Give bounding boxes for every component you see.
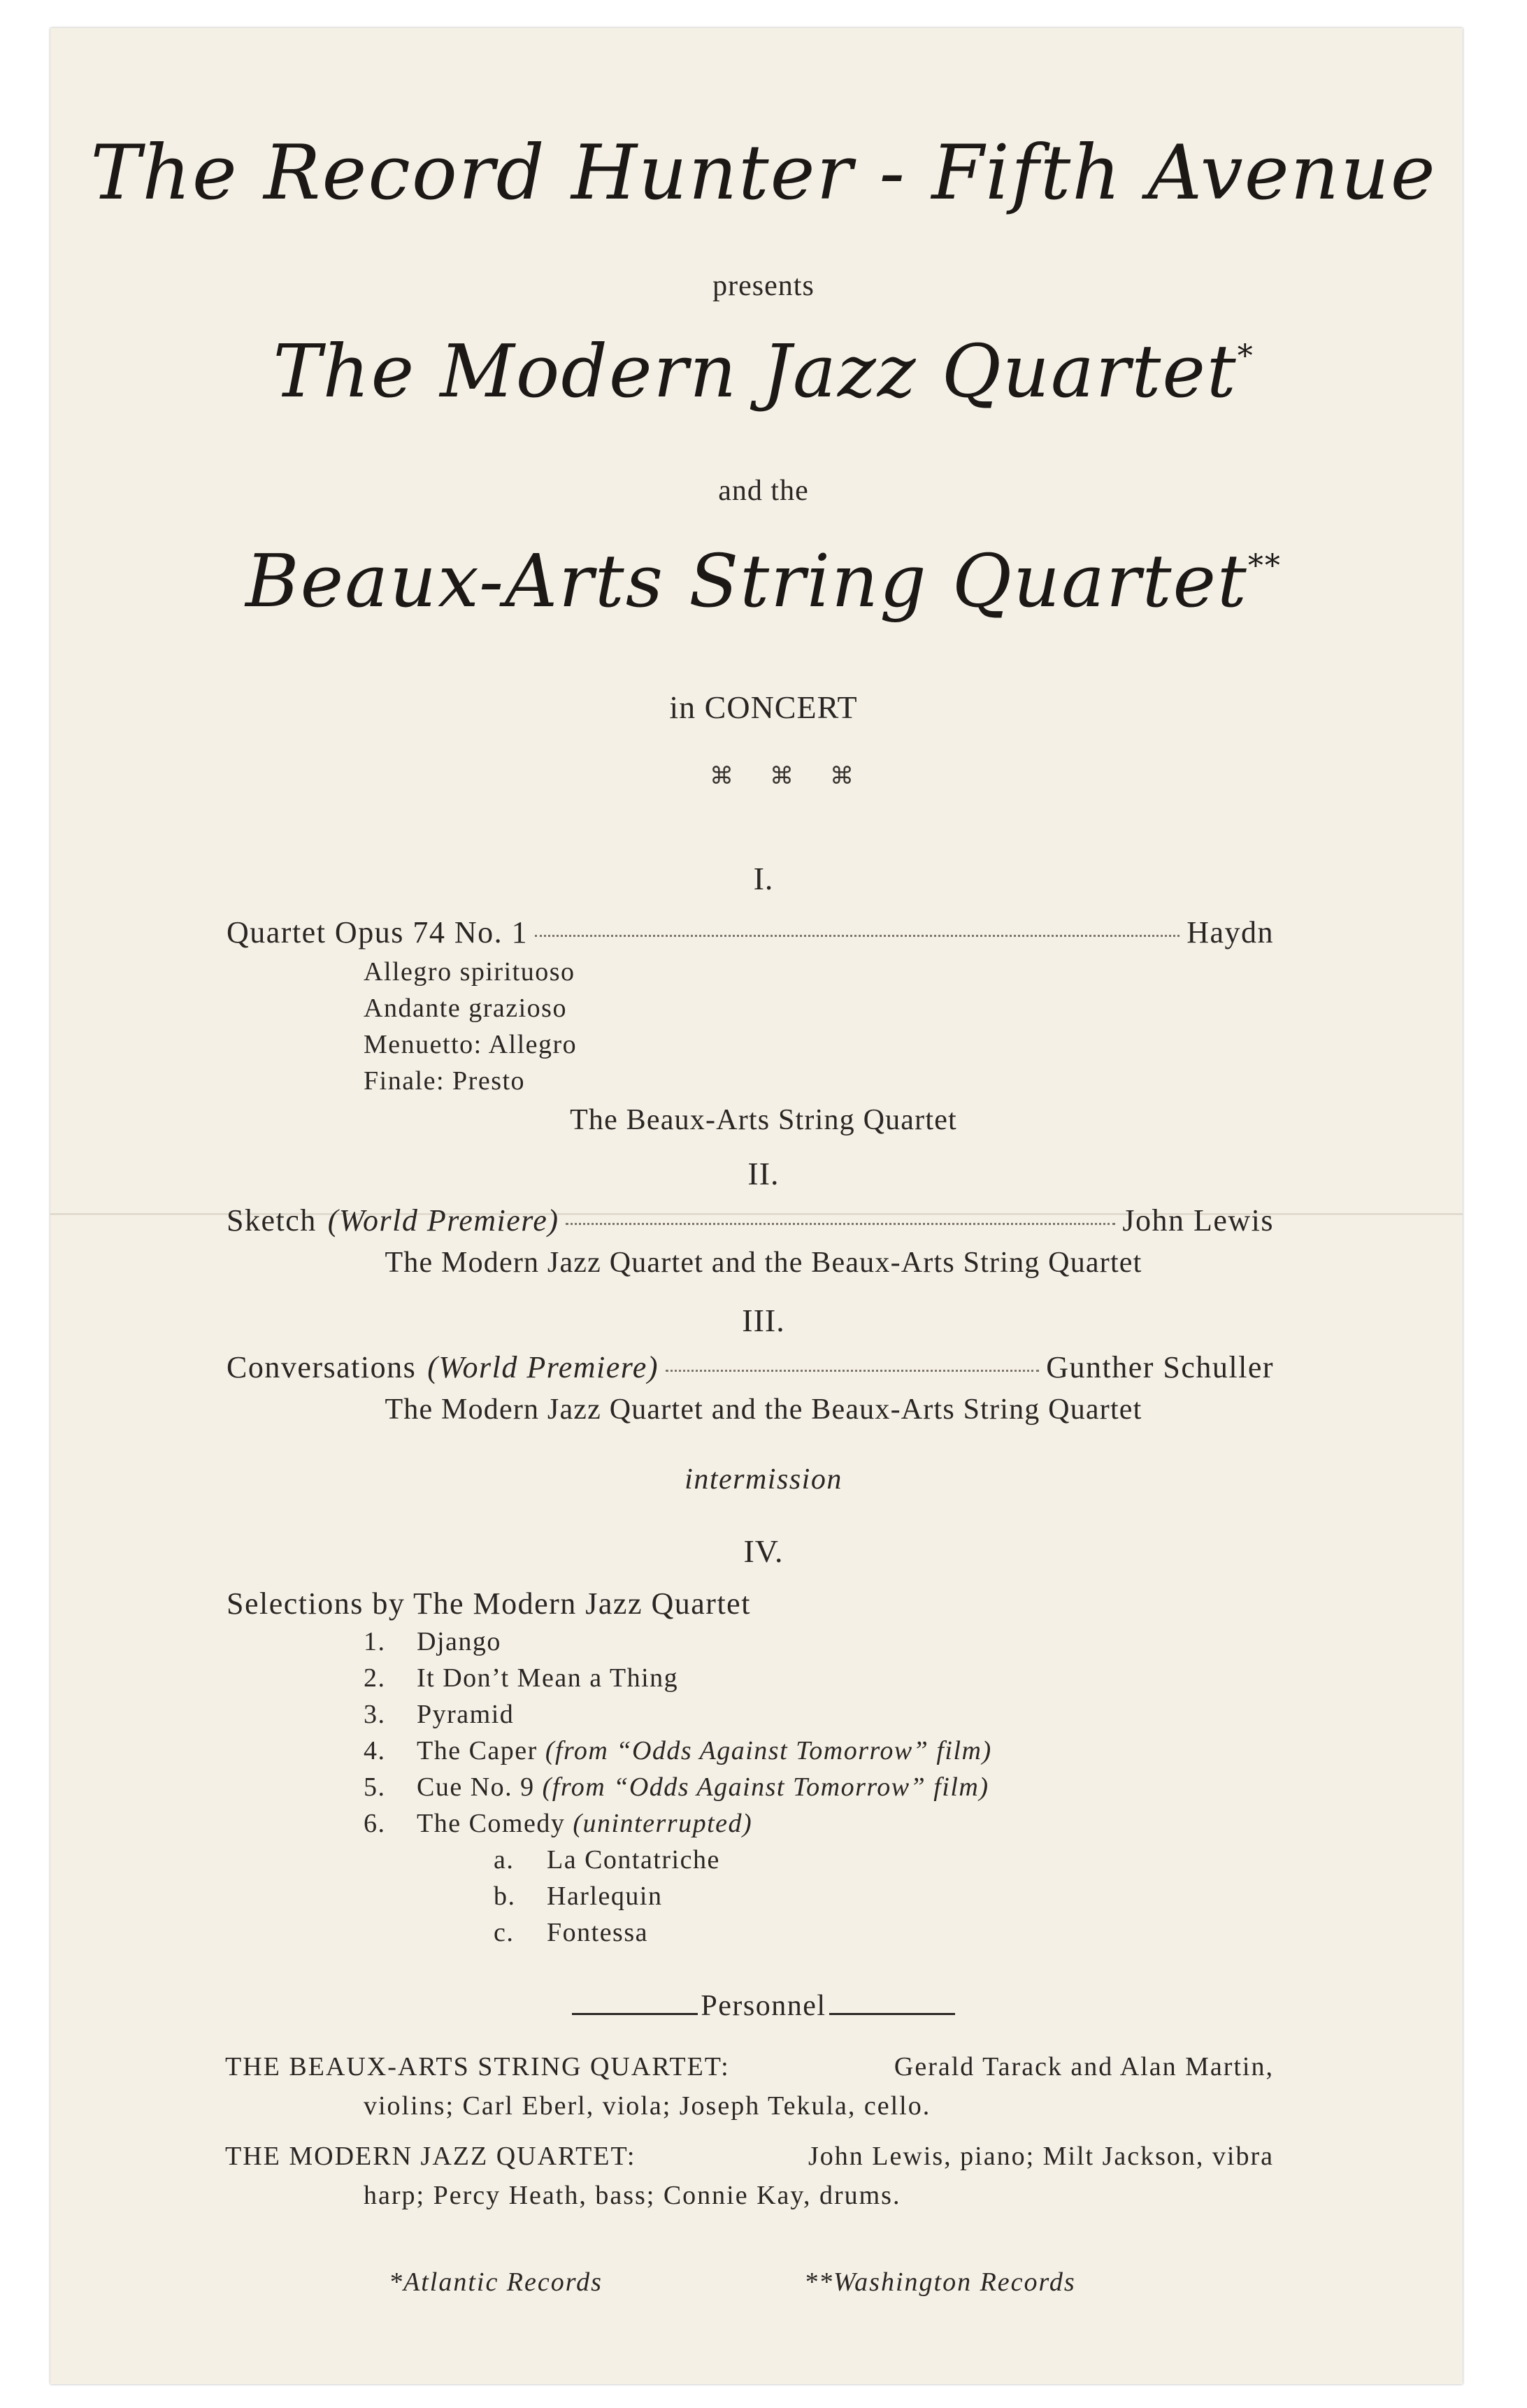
beaux-arts-personnel: THE BEAUX-ARTS STRING QUARTET: Gerald Tarack and Alan Martin, violins; Carl Eberl, viola; Joseph Tekula, cello. xyxy=(225,2052,1274,2121)
group1-footnote-mark: * xyxy=(1237,338,1254,374)
part1-performer: The Beaux-Arts String Quartet xyxy=(570,1104,957,1136)
part3-numeral: III. xyxy=(742,1303,785,1338)
part3-performer: The Modern Jazz Quartet and the Beaux-Arts String Quartet xyxy=(385,1393,1142,1426)
list-item: 5. Cue No. 9 (from “Odds Against Tomorrow” film) xyxy=(364,1772,989,1802)
footnote-washington: **Washington Records xyxy=(804,2267,1076,2297)
ornament-icon: ⌘⌘⌘ xyxy=(710,764,890,789)
footnote-atlantic: *Atlantic Records xyxy=(389,2267,603,2297)
dot-leader xyxy=(535,935,1180,937)
list-item: 1. Django xyxy=(364,1627,501,1656)
part1-line xyxy=(227,915,1274,950)
intermission-text: intermission xyxy=(684,1463,843,1496)
and-the-text: and the xyxy=(718,475,809,507)
list-item: 4. The Caper (from “Odds Against Tomorrow” film) xyxy=(364,1736,992,1765)
part1-composer: Haydn xyxy=(1187,915,1274,949)
movement: Andante grazioso xyxy=(364,994,567,1023)
movement: Finale: Presto xyxy=(364,1066,526,1096)
part2-performer: The Modern Jazz Quartet and the Beaux-Arts String Quartet xyxy=(385,1247,1142,1279)
part3-composer: Gunther Schuller xyxy=(1046,1350,1274,1384)
part3-note: (World Premiere) xyxy=(427,1350,659,1384)
part3-line xyxy=(227,1349,1274,1385)
group2-footnote-mark: ** xyxy=(1247,548,1282,584)
dot-leader xyxy=(666,1370,1039,1372)
sub-list-item: a. La Contatriche xyxy=(494,1845,720,1875)
sub-list-item: c. Fontessa xyxy=(494,1918,648,1947)
movement: Allegro spirituoso xyxy=(364,957,575,987)
part4-numeral: IV. xyxy=(743,1533,784,1569)
list-item: 3. Pyramid xyxy=(364,1700,515,1729)
list-item: 6. The Comedy (uninterrupted) xyxy=(364,1809,753,1838)
group2-title: Beaux-Arts String Quartet** xyxy=(245,538,1282,624)
part1-numeral: I. xyxy=(753,861,774,896)
part1-title: Quartet Opus 74 No. 1 xyxy=(227,915,529,949)
part4-title: Selections by The Modern Jazz Quartet xyxy=(227,1586,751,1621)
dot-leader xyxy=(566,1223,1115,1225)
mjq-personnel: THE MODERN JAZZ QUARTET: John Lewis, piano; Milt Jackson, vibra harp; Percy Heath, bass; Connie Kay, drums. xyxy=(225,2142,1274,2210)
list-item: 2. It Don’t Mean a Thing xyxy=(364,1663,679,1693)
part2-composer: John Lewis xyxy=(1122,1203,1274,1238)
part2-note: (World Premiere) xyxy=(327,1203,559,1238)
presents-text: presents xyxy=(712,270,815,302)
group1-title: The Modern Jazz Quartet* xyxy=(273,329,1254,414)
part3-title: Conversations xyxy=(227,1350,417,1384)
part2-line xyxy=(227,1203,1274,1238)
in-concert-text: in CONCERT xyxy=(669,689,858,725)
venue-title: The Record Hunter - Fifth Avenue xyxy=(90,129,1437,217)
divider xyxy=(572,2013,698,2015)
part2-title: Sketch xyxy=(227,1203,317,1238)
divider xyxy=(829,2013,955,2015)
sub-list-item: b. Harlequin xyxy=(494,1882,663,1911)
part2-numeral: II. xyxy=(747,1156,780,1191)
personnel-heading: Personnel xyxy=(0,1989,1527,2023)
movement: Menuetto: Allegro xyxy=(364,1030,578,1059)
